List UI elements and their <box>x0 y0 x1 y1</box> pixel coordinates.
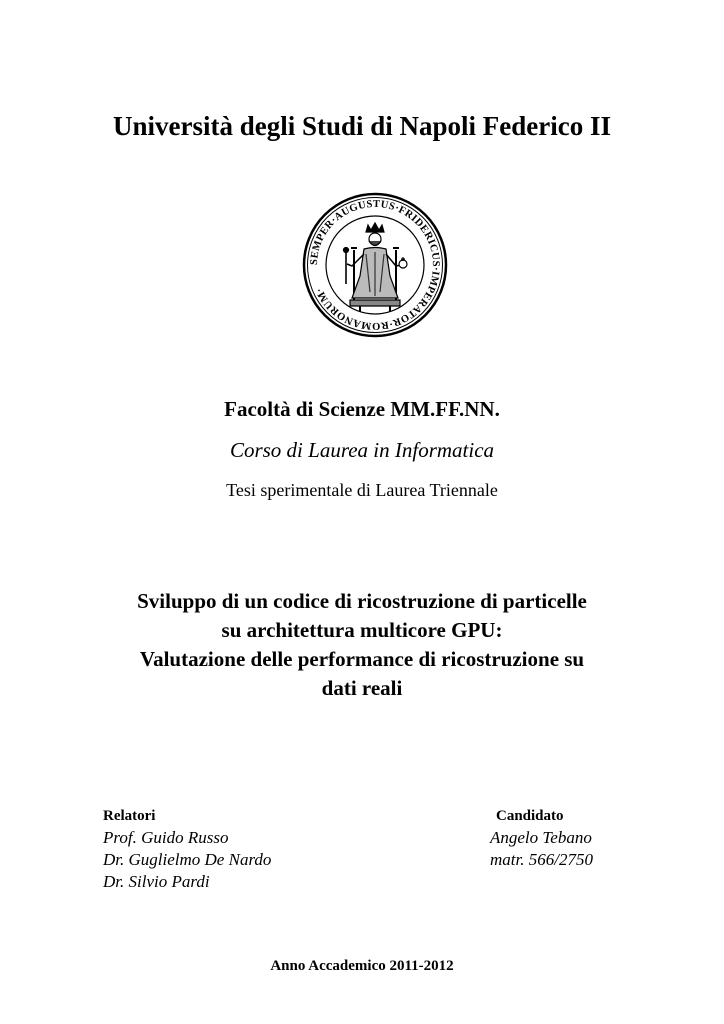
university-seal-icon <box>302 192 448 338</box>
course-name: Corso di Laurea in Informatica <box>229 438 495 462</box>
thesis-title-line: dati reali <box>321 676 403 700</box>
supervisor-name: Dr. Silvio Pardi <box>103 872 210 891</box>
university-title: Università degli Studi di Napoli Federico II <box>112 111 612 141</box>
faculty-name: Facoltà di Scienze MM.FF.NN. <box>224 397 500 421</box>
seal-legend: SEMPER·AUGUSTUS·FRIDERICUS·IMPERATOR·ROMANORUM· <box>308 198 442 332</box>
candidate-heading: Candidato <box>496 808 564 824</box>
candidate-matricola: matr. 566/2750 <box>490 850 593 869</box>
supervisors-heading: Relatori <box>103 808 156 824</box>
supervisors-block <box>103 805 271 893</box>
academic-year: Anno Accademico 2011-2012 <box>270 958 454 974</box>
supervisor-name: Prof. Guido Russo <box>103 828 229 847</box>
thesis-title-line: Valutazione delle performance di ricostruzione su <box>139 647 585 671</box>
candidate-block <box>490 805 593 871</box>
candidate-name: Angelo Tebano <box>490 828 592 847</box>
thesis-type: Tesi sperimentale di Laurea Triennale <box>226 480 498 500</box>
thesis-title-line: Sviluppo di un codice di ricostruzione di particelle <box>137 589 587 613</box>
supervisor-name: Dr. Guglielmo De Nardo <box>103 850 272 869</box>
thesis-title-line: su architettura multicore GPU: <box>221 618 503 642</box>
thesis-title <box>0 587 724 703</box>
